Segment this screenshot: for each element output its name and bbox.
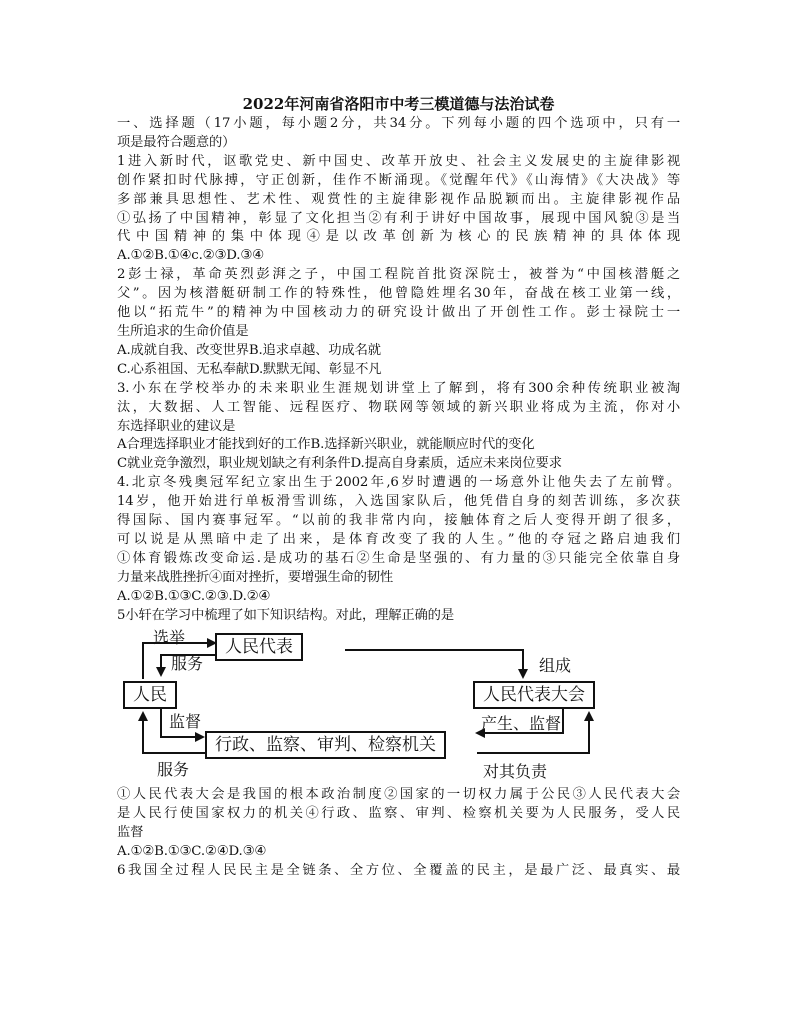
section-heading-cont: 项是最符合题意的）	[117, 134, 236, 150]
q5-stem: 5小轩在学习中梳理了如下知识结构。对此，理解正确的是	[117, 607, 454, 623]
exam-title: 2022年河南省洛阳市中考三模道德与法治试卷	[242, 95, 555, 113]
label-produce-supervise: 产生、监督	[481, 714, 562, 734]
q3-option: C就业竞争激烈，职业规划缺之有利条件D.提高自身素质，适应未来岗位要求	[117, 456, 562, 472]
q4-text: 得国际、国内赛事冠军。“以前的我非常内向，接触体育之后人变得开朗了很多，	[117, 513, 680, 529]
q3-text: 东选择职业的建议是	[117, 418, 236, 434]
q5-text: ①人民代表大会是我国的根本政治制度②国家的一切权力属于公民③人民代表大会	[117, 787, 680, 803]
q1-options: A.①②B.①④c.②③D.③④	[117, 248, 264, 264]
q3-option: A合理选择职业才能找到好的工作B.选择新兴职业，就能顺应时代的变化	[117, 437, 535, 453]
q1-text: 代中国精神的集中体现④是以改革创新为核心的民族精神的具体体现	[117, 229, 680, 245]
q4-text: 可以说是从黑暗中走了出来，是体育改变了我的人生。”他的夺冠之路启迪我们	[117, 531, 680, 547]
q3-text: 汰，大数据、人工智能、远程医疗、物联网等领域的新兴职业将成为主流，你对小	[117, 399, 680, 415]
q5-text: 是人民行使国家权力的机关④行政、监察、审判、检察机关要为人民服务，受人民	[117, 806, 680, 822]
q2-text: 父”。因为核潜艇研制工作的特殊性，他曾隐姓埋名30年，奋战在核工业第一线，	[117, 286, 680, 302]
q4-text: 14岁，他开始进行单板滑雪训练，入选国家队后，他凭借自身的刻苦训练，多次获	[117, 494, 680, 510]
exam-page	[117, 95, 680, 881]
q1-text: ①弘扬了中国精神，彰显了文化担当②有利于讲好中国故事，展现中国风貌③是当	[117, 210, 680, 226]
label-serve-bottom: 服务	[157, 760, 190, 780]
q3-text: 3.小东在学校举办的未来职业生涯规划讲堂上了解到，将有300余种传统职业被淘	[117, 380, 680, 396]
label-supervise: 监督	[169, 712, 202, 732]
q1-text: 创作紧扣时代脉搏，守正创新，佳作不断涌现。《觉醒年代》《山海情》《大决战》等	[117, 172, 680, 188]
q4-options: A.①②B.①③C.②③.D.②④	[117, 588, 271, 604]
q2-option: A.成就自我、改变世界B.追求卓越、功成名就	[117, 342, 381, 358]
q1-text: 多部兼具思想性、艺术性、观赏性的主旋律影视作品脱颖而出。主旋律影视作品	[117, 191, 680, 207]
q4-text: ①体育锻炼改变命运.是成功的基石②生命是坚强的、有力量的③只能完全依靠自身	[117, 550, 680, 566]
q1-text: 1进入新时代，讴歌党史、新中国史、改革开放史、社会主义发展史的主旋律影视	[117, 153, 680, 169]
box-people: 人民	[123, 681, 177, 709]
q5-text: 监督	[117, 825, 144, 841]
arrow-form	[345, 650, 523, 677]
knowledge-structure-diagram	[117, 629, 677, 784]
q4-text: 4.北京冬残奥冠军纪立家出生于2002年,6岁时遭遇的一场意外让他失去了左前臂。	[117, 475, 680, 491]
section-heading: 一、选择题（17小题，每小题2分，共34分。下列每小题的四个选项中，只有一	[117, 116, 680, 131]
q5-options: A.①②B.①③C.②④D.③④	[117, 844, 267, 860]
box-npc: 人民代表大会	[473, 681, 595, 709]
label-form: 组成	[539, 656, 572, 676]
label-serve-top: 服务	[171, 654, 204, 674]
q2-text: 2彭士禄，革命英烈彭湃之子，中国工程院首批资深院士，被誉为“中国核潜艇之	[117, 267, 680, 283]
q2-text: 他以“拓荒牛”的精神为中国核动力的研究设计做出了开创性工作。彭士禄院士一	[117, 305, 680, 321]
q4-text: 力量来战胜挫折④面对挫折，要增强生命的韧性	[117, 569, 394, 585]
label-elect: 选举	[153, 628, 186, 648]
label-responsible: 对其负责	[483, 762, 548, 782]
q2-text: 生所追求的生命价值是	[117, 323, 249, 339]
box-organs: 行政、监察、审判、检察机关	[205, 731, 446, 759]
box-deputies: 人民代表	[215, 633, 303, 661]
q2-option: C.心系祖国、无私奉献D.默默无闻、彰显不凡	[117, 361, 382, 377]
q6-text: 6我国全过程人民民主是全链条、全方位、全覆盖的民主，是最广泛、最真实、最	[117, 863, 680, 879]
